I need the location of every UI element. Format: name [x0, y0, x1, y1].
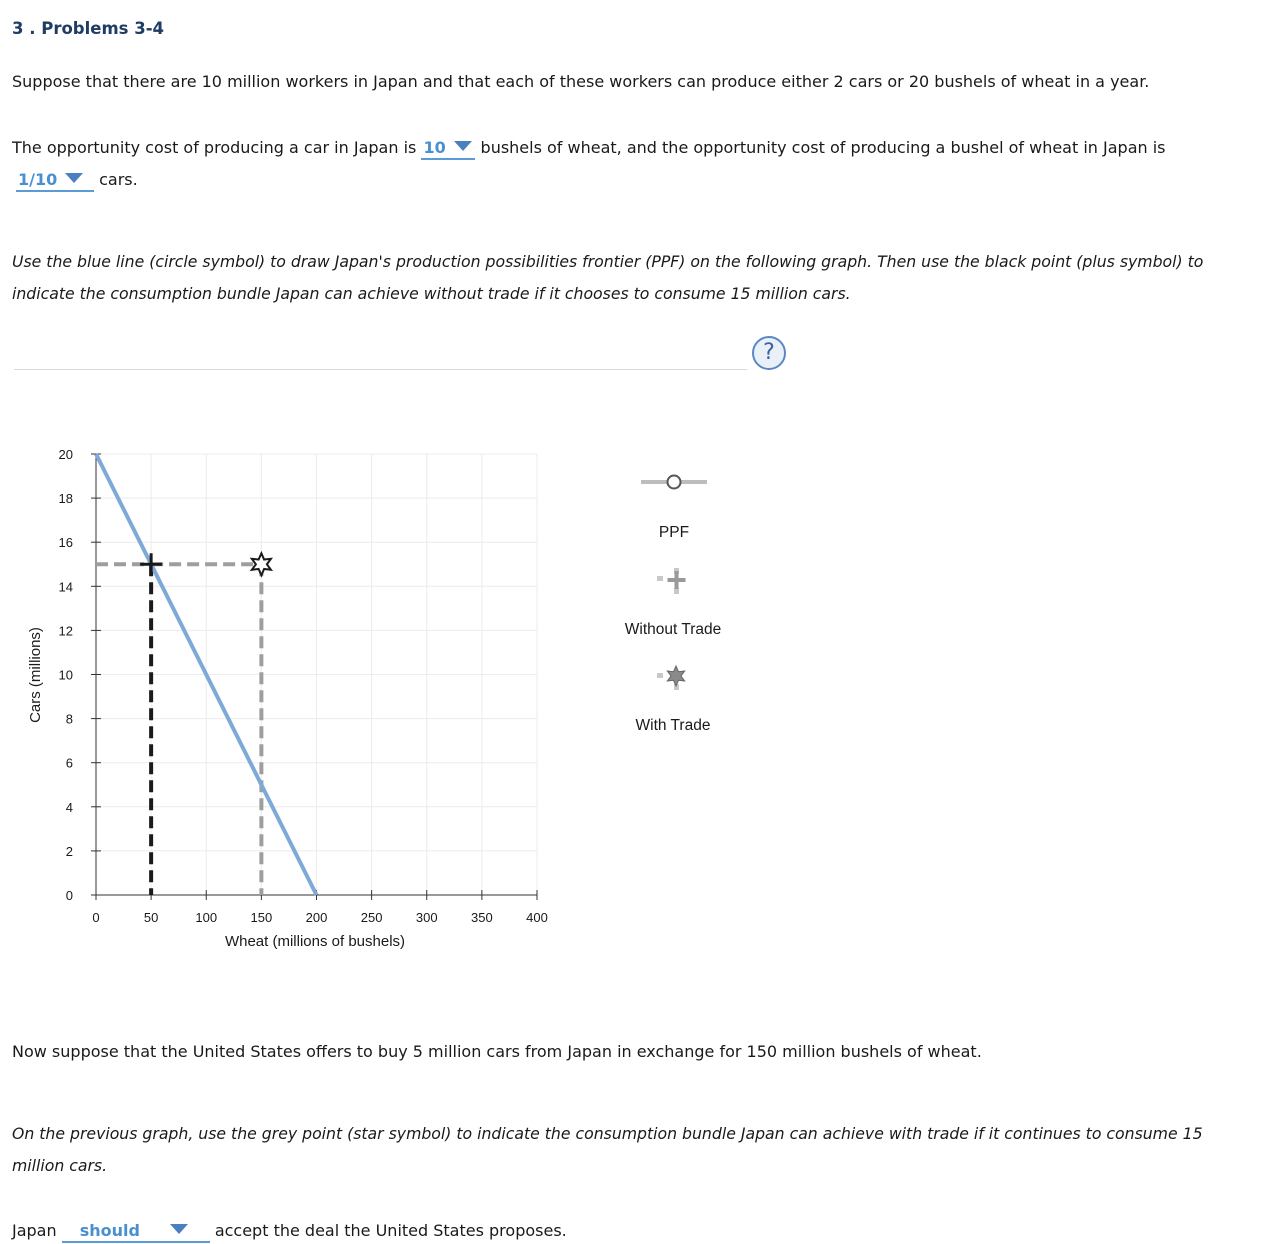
chart-guide-lines	[96, 564, 261, 895]
chevron-down-icon	[170, 1224, 188, 1234]
instructions2-line2: million cars.	[12, 1156, 108, 1175]
x-tick-label: 350	[471, 910, 493, 925]
instructions-line1: Use the blue line (circle symbol) to draw Japan's production possibilities frontier (PPF) on the following graph. Then use the black point (plus symbol) to	[12, 252, 1204, 271]
legend	[625, 476, 722, 735]
y-tick-label: 8	[65, 711, 73, 727]
x-tick-label: 100	[195, 910, 218, 925]
x-tick-label: 300	[415, 910, 438, 925]
y-tick-label: 16	[58, 535, 73, 551]
instructions-line2: indicate the consumption bundle Japan can achieve without trade if it chooses to consume 15 million cars.	[12, 284, 851, 303]
decision-value: should	[79, 1221, 140, 1240]
legend-with-trade-tool[interactable]	[657, 666, 685, 690]
star-icon	[667, 666, 684, 686]
x-tick-label: 250	[360, 910, 383, 925]
y-tick-label: 10	[58, 667, 73, 683]
y-tick-label: 0	[65, 888, 73, 903]
legend-without-trade-tool[interactable]	[657, 568, 686, 594]
y-tick-label: 6	[65, 755, 73, 771]
problem-title: 3 . Problems 3-4	[12, 19, 165, 38]
trade-offer-text: Now suppose that the United States offers to buy 5 million cars from Japan in exchange for 150 million bushels of wheat.	[12, 1042, 982, 1061]
legend-dash	[657, 576, 663, 581]
y-axis-label: Cars (millions)	[27, 627, 44, 723]
decision-dropdown[interactable]	[62, 1221, 210, 1243]
chart-grid	[96, 454, 537, 895]
y-tick-label: 14	[58, 579, 73, 595]
conclusion-line	[12, 1221, 567, 1243]
instructions2-line1: On the previous graph, use the grey point (star symbol) to indicate the consumption bundle Japan can achieve with trade if it continues to consume 15	[12, 1124, 1203, 1143]
x-axis-label: Wheat (millions of bushels)	[224, 933, 406, 950]
y-tick-label: 2	[65, 843, 73, 859]
car-cost-value: 10	[423, 138, 446, 157]
y-tick-label: 20	[58, 447, 73, 462]
with-trade-point[interactable]	[252, 553, 271, 575]
question-icon: ?	[763, 340, 775, 365]
plus-icon	[668, 571, 686, 589]
without-trade-point[interactable]	[140, 553, 162, 575]
y-tick-label: 12	[58, 623, 73, 639]
intro-text: Suppose that there are 10 million workers in Japan and that each of these workers can produce either 2 cars or 20 bushels of wheat in a year.	[12, 72, 1150, 91]
legend-dash	[657, 673, 663, 678]
x-tick-label: 0	[92, 910, 100, 925]
chart-ticks	[59, 447, 548, 925]
x-tick-label: 400	[526, 910, 548, 925]
opportunity-cost-middle: bushels of wheat, and the opportunity cost of producing a bushel of wheat in Japan is	[480, 138, 1166, 157]
opportunity-cost-prefix: The opportunity cost of producing a car in Japan is	[12, 138, 417, 157]
opportunity-cost-suffix: cars.	[99, 170, 138, 189]
wheat-cost-value: 1/10	[18, 170, 58, 189]
x-tick-label: 200	[305, 910, 328, 925]
conclusion-suffix: accept the deal the United States proposes.	[214, 1221, 567, 1240]
legend-with-trade-label: With Trade	[635, 717, 711, 734]
legend-ppf-label: PPF	[658, 524, 690, 541]
y-tick-label: 4	[65, 799, 73, 815]
circle-icon	[668, 476, 681, 489]
x-tick-label: 50	[143, 910, 159, 925]
legend-ppf-tool[interactable]	[641, 476, 707, 489]
legend-without-trade-label: Without Trade	[624, 621, 722, 638]
y-tick-label: 18	[58, 491, 73, 507]
x-tick-label: 150	[250, 910, 273, 925]
conclusion-prefix: Japan	[12, 1221, 57, 1240]
